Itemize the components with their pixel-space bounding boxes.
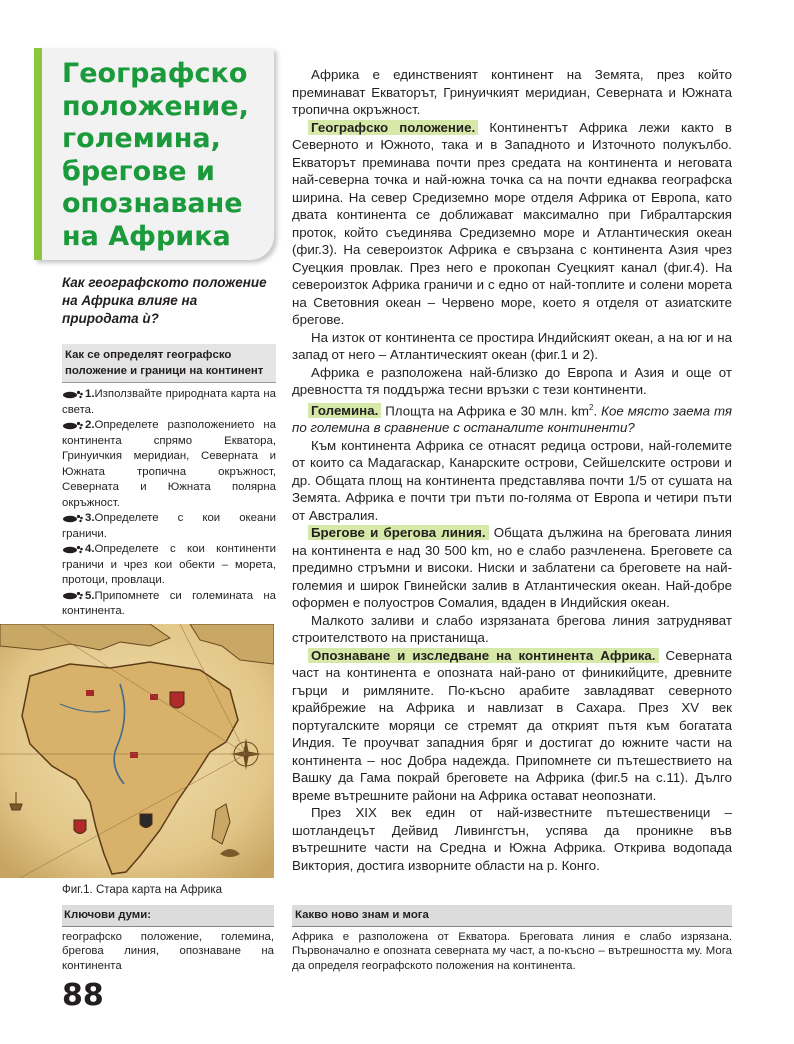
footprint-icon [62, 389, 84, 399]
task-item [62, 387, 276, 418]
main-text [292, 66, 732, 874]
paragraph: Африка е единственият континент на Земята, през който преминават Екваторът, Гринуичкият меридиан, Северната и Южната тропична окръжност. [292, 67, 732, 117]
task-number: 4. [85, 543, 95, 555]
tasks-box [62, 344, 276, 620]
paragraph-text: Континентът Африка лежи както в Северното и Южното, така и в Западното и Източното полукълбо. Екваторът преминава почти през средата на континента и неговата най-северна точка и най-южна точка са на почти еднаква географска ширина. На север Средиземно море отделя Африка от Европа, като двата континента се доближават максимално при Гибралтарския проток, който съединява Средиземно море и Атлантическия океан (фиг.3). На североизток Африка е свързана с континента Азия чрез Суецкия провлак. През него е прокопан Суецкият канал (фиг.4). На североизток Африка граничи и с едно от най-топлите и солени морета на Световния океан – Червено море, което я отделя от азиатските брегове. [292, 119, 732, 327]
old-africa-map [0, 624, 274, 878]
keywords-header: Ключови думи: [62, 905, 274, 927]
task-text: Определете разположението на континента спрямо Екватора, Гринуичкия меридиан, Северната и Южната тропична окръжност, Северната и Южната полярна окръжност. [62, 419, 276, 509]
task-item [62, 542, 276, 589]
task-text: Използвайте природната карта на света. [62, 388, 276, 416]
figure-caption: Фиг.1. Стара карта на Африка [62, 884, 223, 896]
task-item [62, 511, 276, 542]
paragraph: На изток от континента се простира Индийският океан, а на юг и на запад от него – Атлантическият океан (фиг.1 и 2). [292, 329, 732, 362]
footprint-icon [62, 544, 84, 554]
task-item [62, 589, 276, 620]
paragraph-text: Общата дължина на бреговата линия на континента е над 30 500 km, но е слабо разчленена. Бреговете са предимно стръмни и високи. Ниски и заблатени са бреговете на най-големия и широк Гвинейски залив в Атлантическия океан. Най-добре оформен е полуостров Сомалия, вдаден в Индийския океан. [292, 525, 732, 611]
paragraph [292, 399, 732, 437]
section-heading: Големина. [308, 403, 381, 418]
summary-box [292, 905, 732, 973]
title-accent-bar [34, 48, 42, 260]
task-text: Определете с кои континенти граничи и чрез кои обекти – морета, протоци, провлаци. [62, 543, 276, 586]
footprint-icon [62, 513, 84, 523]
section-heading: Брегове и брегова линия. [308, 525, 489, 540]
paragraph [292, 647, 732, 805]
page-number: 88 [62, 978, 104, 1013]
paragraph [292, 119, 732, 329]
paragraph: Към континента Африка се отнасят редица острови, най-големите от които са Мадагаскар, Канарските острови, Сейшелските острови и др. Общата площ на континента представлява почти 1/5 от сушата на Земята. Африка е почти три пъти по-голяма от Европа и четири пъти от Австралия. [292, 437, 732, 523]
paragraph-text: Площта на Африка е 30 млн. km [381, 402, 589, 418]
lesson-question: Как географското положение на Африка влияе на природата ѝ? [62, 275, 267, 326]
keywords-box [62, 905, 274, 973]
keywords-text: географско положение, големина, брегова линия, опознаване на континента [62, 930, 274, 972]
task-number: 2. [85, 419, 95, 431]
paragraph: Африка е разположена най-близко до Европа и Азия и още от древността тя поддържа тесни връзки с тези континенти. [292, 364, 732, 397]
section-heading: Географско положение. [308, 120, 478, 135]
paragraph: Малкото заливи и слабо изрязаната брегова линия затрудняват строителството на пристанища. [292, 612, 732, 646]
paragraph: През XIX век един от най-известните пътешественици – шотландецът Дейвид Ливингстън, успява да проникне във вътрешните части на Средна и Южна Африка. Открива водопада Виктория, достига изворните области на р. Конго. [292, 805, 732, 873]
summary-text: Африка е разположена от Екватора. Бреговата линия е слабо изрязана. Първоначално е опозната северната му част, а по-късно – вътрешността му. Мога да определя географското положения на континента. [292, 930, 732, 972]
task-number: 3. [85, 512, 95, 524]
task-item [62, 418, 276, 511]
paragraph-text: . [593, 402, 602, 418]
task-number: 5. [85, 589, 95, 602]
task-text: Припомнете си големината на континента. [62, 589, 276, 617]
question-text: Кое място заема тя по големина в сравнение с останалите континенти? [292, 402, 733, 436]
summary-header: Какво ново знам и мога [292, 905, 732, 927]
section-heading: Опознаване и изследване на континента Африка. [308, 648, 659, 663]
paragraph [292, 524, 732, 612]
old-map-figure [0, 624, 274, 878]
tasks-header: Как се определят географско положение и граници на континент [62, 344, 276, 383]
paragraph-text: Северната част на континента е опозната най-рано от финикийците, древните гърци и римляните. По-късно арабите завладяват северното крайбрежие на Африка и навлизат в Сахара. През XV век португалските моряци се стремят да открият пътя към богатата Индия. Те проучват западния бряг и достигат до южните части на континента – нос Добра надежда. Припомнете си пътешествието на Вашку да Гама покрай бреговете на Африка (фиг.5 на с.11). Дълго време вътрешните райони на Африка остават неопознати. [292, 647, 732, 803]
footprint-icon [62, 590, 84, 600]
footprint-icon [62, 420, 84, 430]
task-number: 1. [85, 388, 95, 400]
task-text: Определете с кои океани граничи. [62, 512, 276, 540]
superscript: 2 [589, 402, 594, 412]
page-title: Географско положение, големина, брегове и опознаване на Африка [62, 58, 249, 252]
